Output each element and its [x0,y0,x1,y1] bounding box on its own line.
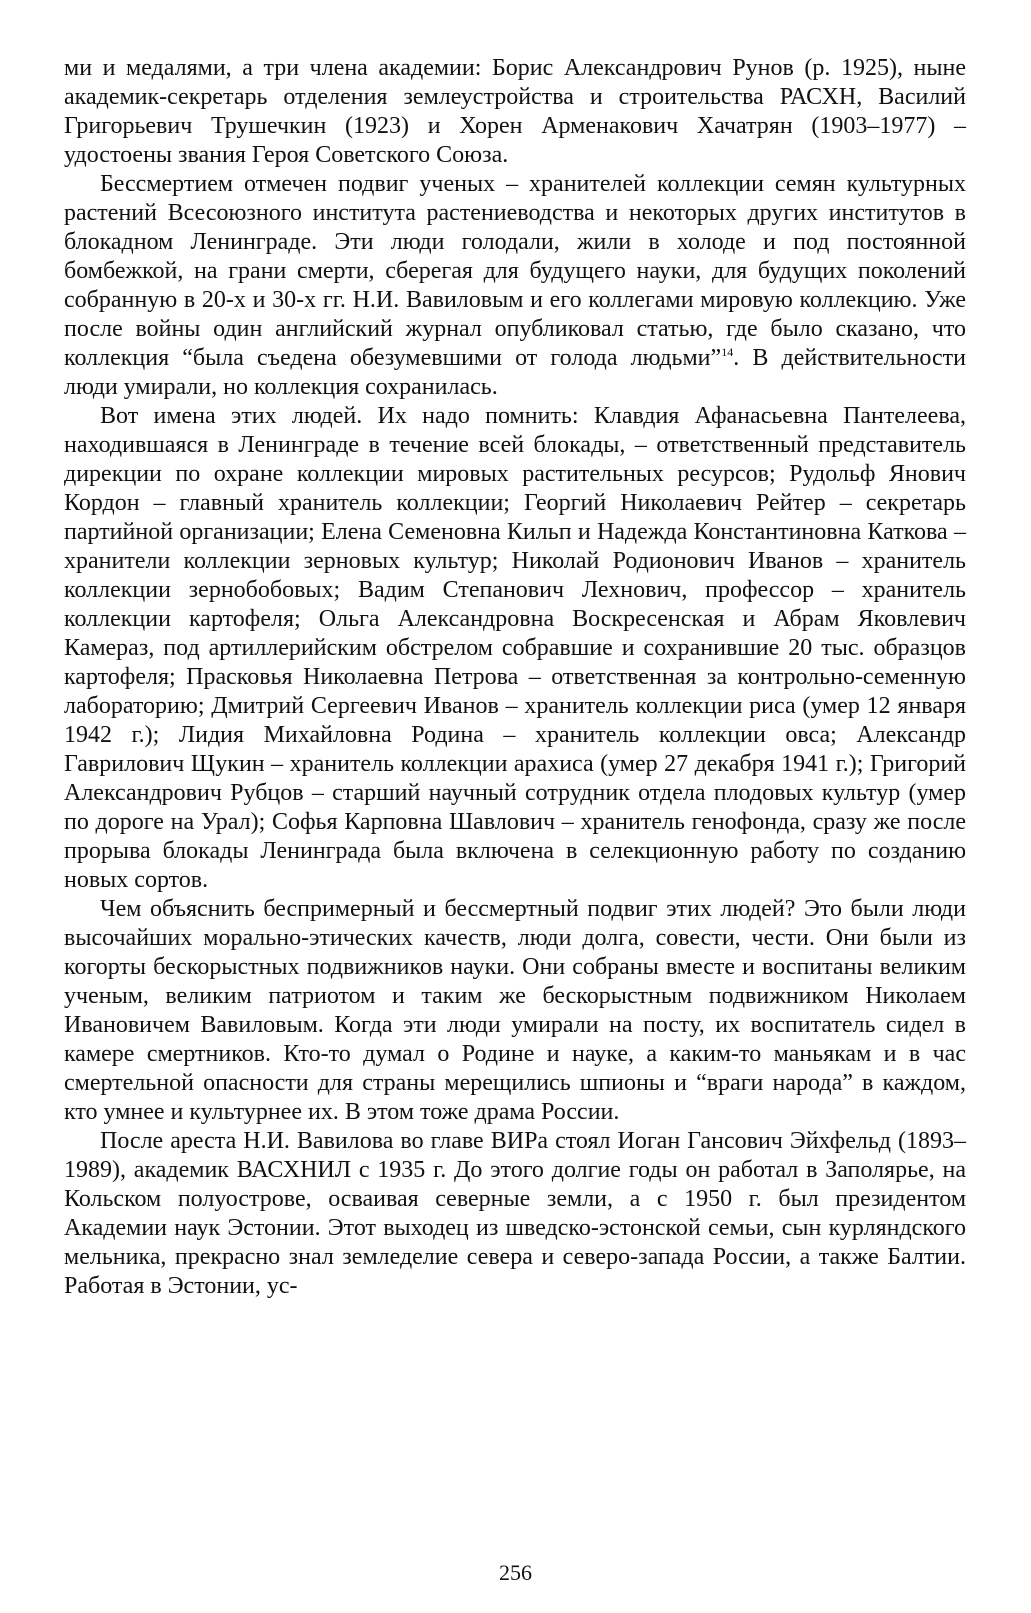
paragraph-explanation [64,895,966,1127]
paragraph-text: ми и медалями, а три члена академии: Борис Александрович Рунов (р. 1925), ныне академик-секретарь отделения землеустройства и строительства РАСХН, Василий Григорьевич Трушечкин (1923) и Хорен Арменакович Хачатрян (1903–1977) – удостоены звания Героя Советского Союза. [64,55,966,168]
page-body [64,54,966,1301]
footnote-reference: 14 [721,345,734,359]
paragraph-seed-collection [64,170,966,402]
paragraph-continuation [64,54,966,170]
page-number: 256 [499,1560,532,1585]
paragraph-text: После ареста Н.И. Вавилова во главе ВИРа стоял Иоган Гансович Эйхфельд (1893–1989), академик ВАСХНИЛ с 1935 г. До этого долгие годы он работал в Заполярье, на Кольском полуострове, осваивая северные земли, а с 1950 г. был президентом Академии наук Эстонии. Этот выходец из шведско-эстонской семьи, сын курляндского мельника, прекрасно знал земледелие севера и северо-запада России, а также Балтии. Работая в Эстонии, ус- [64,1128,966,1299]
paragraph-eichfeld [64,1127,966,1301]
paragraph-text: Вот имена этих людей. Их надо помнить: Клавдия Афанасьевна Пантелеева, находившаяся в Ленинграде в течение всей блокады, – ответственный представитель дирекции по охране коллекции мировых растительных ресурсов; Рудольф Янович Кордон – главный хранитель коллекции; Георгий Николаевич Рейтер – секретарь партийной организации; Елена Семеновна Кильп и Надежда Константиновна Каткова – хранители коллекции зерновых культур; Николай Родионович Иванов – хранитель коллекции зернобобовых; Вадим Степанович Лехнович, профессор – хранитель коллекции картофеля; Ольга Александровна Воскресенская и Абрам Яковлевич Камераз, под артиллерийским обстрелом собравшие и сохранившие 20 тыс. образцов картофеля; Прасковья Николаевна Петрова – ответственная за контрольно-семенную лабораторию; Дмитрий Сергеевич Иванов – хранитель коллекции риса (умер 12 января 1942 г.); Лидия Михайловна Родина – хранитель коллекции овса; Александр Гаврилович Щукин – хранитель коллекции арахиса (умер 27 декабря 1941 г.); Григорий Александрович Рубцов – старший научный сотрудник отдела плодовых культур (умер по дороге на Урал); Софья Карповна Шавлович – хранитель генофонда, сразу же после прорыва блокады Ленинграда была включена в селекционную работу по созданию новых сортов. [64,403,966,893]
paragraph-names [64,402,966,895]
paragraph-text: . В действительности люди умирали, но коллекция сохранилась. [64,345,966,400]
paragraph-text: Бессмертием отмечен подвиг ученых – хранителей коллекции семян культурных растений Всесоюзного института растениеводства и некоторых других институтов в блокадном Ленинграде. Эти люди голодали, жили в холоде и под постоянной бомбежкой, на грани смерти, сберегая для будущего науки, для будущих поколений собранную в 20-х и 30-х гг. Н.И. Вавиловым и его коллегами мировую коллекцию. Уже после войны один английский журнал опубликовал статью, где было сказано, что коллекция “была съедена обезумевшими от голода людьми” [64,171,966,371]
paragraph-text: Чем объяснить беспримерный и бессмертный подвиг этих людей? Это были люди высочайших морально-этических качеств, люди долга, совести, чести. Они были из когорты бескорыстных подвижников науки. Они собраны вместе и воспитаны великим ученым, великим патриотом и таким же бескорыстным подвижником Николаем Ивановичем Вавиловым. Когда эти люди умирали на посту, их воспитатель сидел в камере смертников. Кто-то думал о Родине и науке, а каким-то маньякам и в час смертельной опасности для страны мерещились шпионы и “враги народа” в каждом, кто умнее и культурнее их. В этом тоже драма России. [64,896,966,1125]
